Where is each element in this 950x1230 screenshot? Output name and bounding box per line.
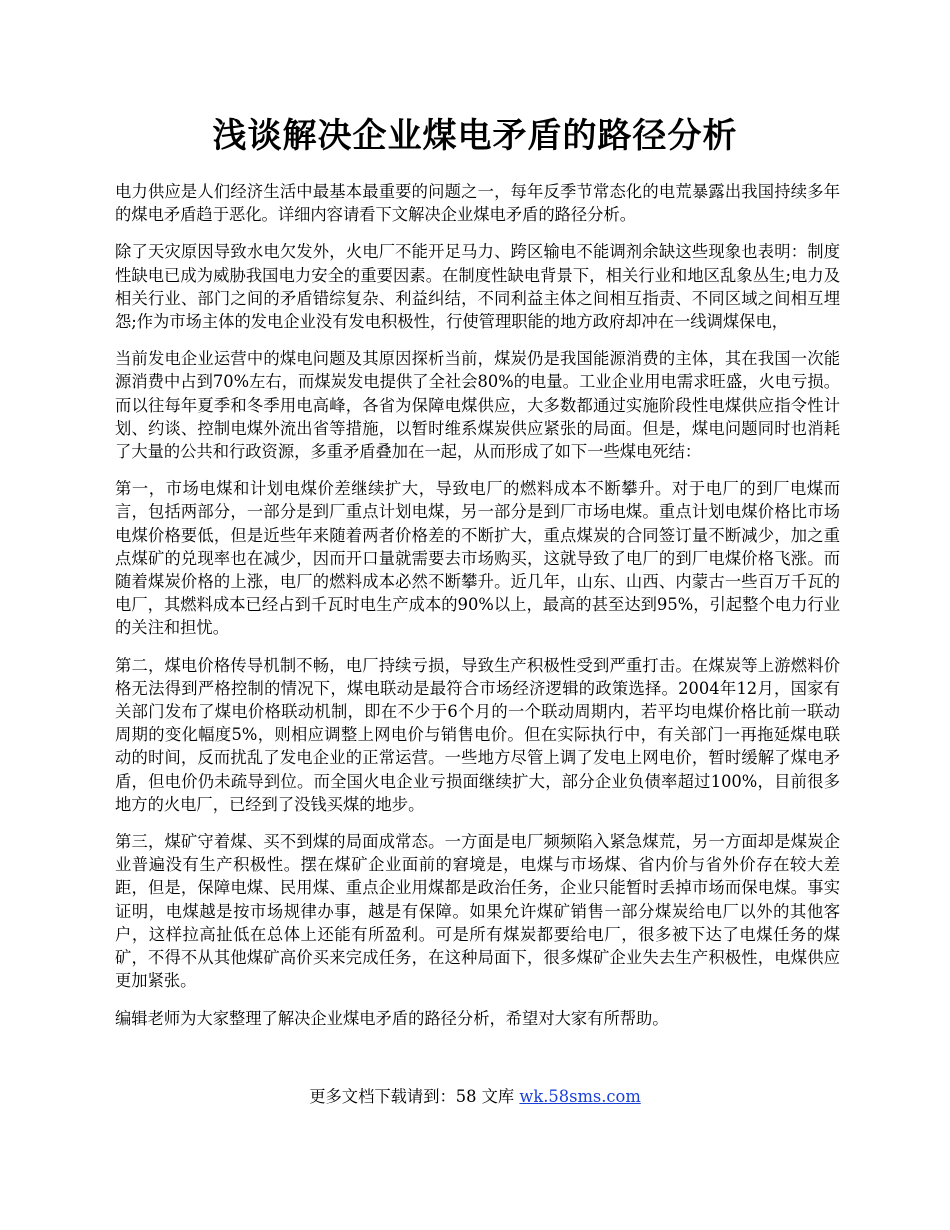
article-body <box>115 180 840 1044</box>
paragraph-point-two: 第二，煤电价格传导机制不畅，电厂持续亏损，导致生产积极性受到严重打击。在煤炭等上游燃料价格无法得到严格控制的情况下，煤电联动是最符合市场经济逻辑的政策选择。2004年12月，国家有关部门发布了煤电价格联动机制，即在不少于6个月的一个联动周期内，若平均电煤价格比前一联动周期的变化幅度5%，则相应调整上网电价与销售电价。但在实际执行中，有关部门一再拖延煤电联动的时间，反而扰乱了发电企业的正常运营。一些地方尽管上调了发电上网电价，暂时缓解了煤电矛盾，但电价仍未疏导到位。而全国火电企业亏损面继续扩大，部分企业负债率超过100%，目前很多地方的火电厂，已经到了没钱买煤的地步。 <box>115 655 840 814</box>
paragraph-current-issues: 当前发电企业运营中的煤电问题及其原因探析当前，煤炭仍是我国能源消费的主体，其在我国一次能源消费中占到70%左右，而煤炭发电提供了全社会80%的电量。工业企业用电需求旺盛，火电亏损。而以往每年夏季和冬季用电高峰，各省为保障电煤供应，大多数都通过实施阶段性电煤供应指令性计划、约谈、控制电煤外流出省等措施，以暂时维系煤炭供应紧张的局面。但是，煤电问题同时也消耗了大量的公共和行政资源，多重矛盾叠加在一起，从而形成了如下一些煤电死结： <box>115 349 840 462</box>
footer <box>0 1085 950 1109</box>
footer-link[interactable]: wk.58sms.com <box>519 1087 641 1106</box>
paragraph-closing: 编辑老师为大家整理了解决企业煤电矛盾的路径分析，希望对大家有所帮助。 <box>115 1008 669 1028</box>
paragraph-background: 除了天灾原因导致水电欠发外，火电厂不能开足马力、跨区输电不能调剂余缺这些现象也表明：制度性缺电已成为威胁我国电力安全的重要因素。在制度性缺电背景下，相关行业和地区乱象丛生;电力及相关行业、部门之间的矛盾错综复杂、利益纠结，不同利益主体之间相互指责、不同区域之间相互埋怨;作为市场主体的发电企业没有发电积极性，行使管理职能的地方政府却冲在一线调煤保电， <box>115 242 840 332</box>
page-title: 浅谈解决企业煤电矛盾的路径分析 <box>212 116 738 156</box>
paragraph-point-three: 第三，煤矿守着煤、买不到煤的局面成常态。一方面是电厂频频陷入紧急煤荒，另一方面却是煤炭企业普遍没有生产积极性。摆在煤矿企业面前的窘境是，电煤与市场煤、省内价与省外价存在较大差距，但是，保障电煤、民用煤、重点企业用煤都是政治任务，企业只能暂时丢掉市场而保电煤。事实证明，电煤越是按市场规律办事，越是有保障。如果允许煤矿销售一部分煤炭给电厂以外的其他客户，这样拉高扯低在总体上还能有所盈利。可是所有煤炭都要给电厂，很多被下达了电煤任务的煤矿，不得不从其他煤矿高价买来完成任务，在这种局面下，很多煤矿企业失去生产积极性，电煤供应更加紧张。 <box>115 832 840 991</box>
paragraph-point-one: 第一，市场电煤和计划电煤价差继续扩大，导致电厂的燃料成本不断攀升。对于电厂的到厂电煤而言，包括两部分，一部分是到厂重点计划电煤，另一部分是到厂市场电煤。重点计划电煤价格比市场电煤价格要低，但是近些年来随着两者价格差的不断扩大，重点煤炭的合同签订量不断减少，加之重点煤矿的兑现率也在减少，因而开口量就需要去市场购买，这就导致了电厂的到厂电煤价格飞涨。而随着煤炭价格的上涨，电厂的燃料成本必然不断攀升。近几年，山东、山西、内蒙古一些百万千瓦的电厂，其燃料成本已经占到千瓦时电生产成本的90%以上，最高的甚至达到95%，引起整个电力行业的关注和担忧。 <box>115 479 840 638</box>
footer-prefix: 更多文档下载请到：58 文库 <box>309 1087 520 1106</box>
paragraph-intro: 电力供应是人们经济生活中最基本最重要的问题之一，每年反季节常态化的电荒暴露出我国持续多年的煤电矛盾趋于恶化。详细内容请看下文解决企业煤电矛盾的路径分析。 <box>115 182 840 225</box>
